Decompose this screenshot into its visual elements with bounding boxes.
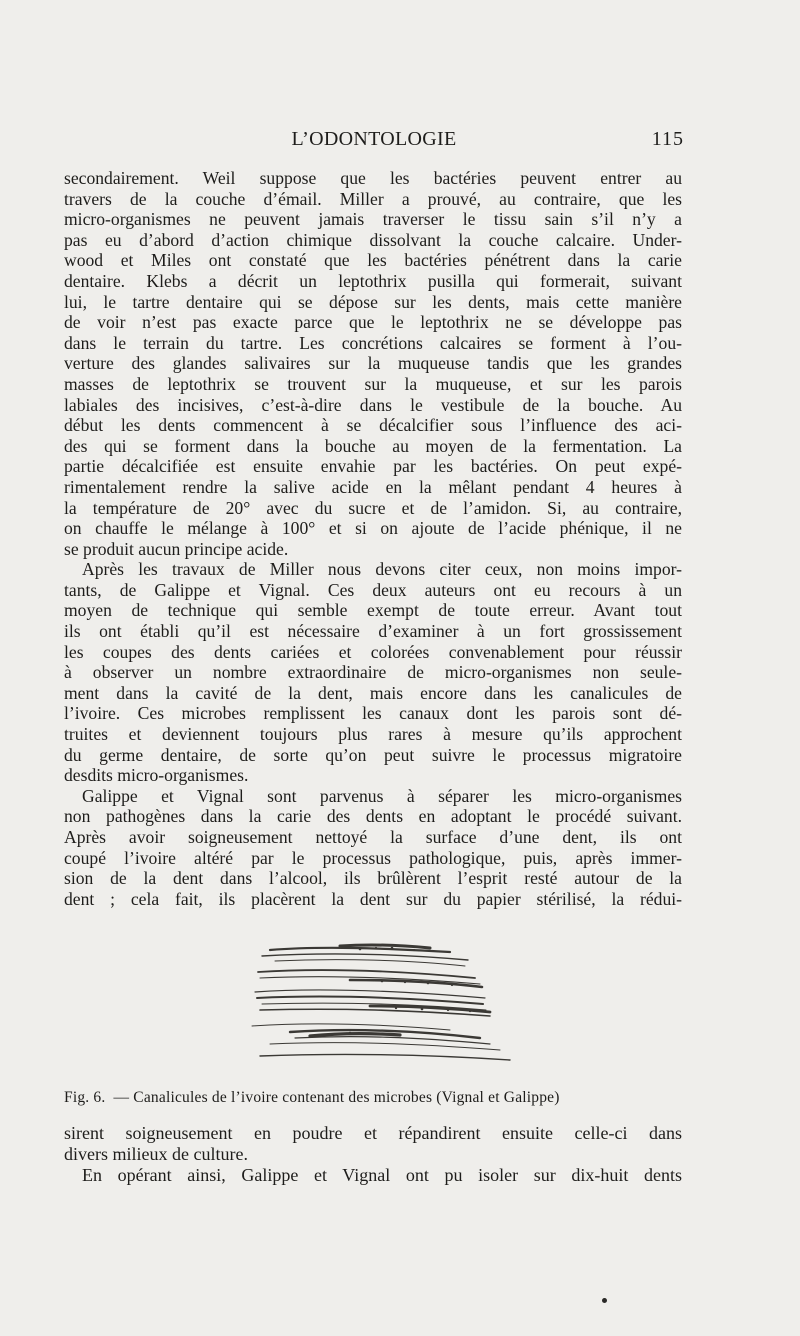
page-number: 115: [651, 128, 684, 150]
text-line: desdits micro-organismes.: [64, 765, 249, 786]
text-line: ment dans la cavité de la dent, mais encore dans les canalicules de: [64, 682, 682, 703]
figure-caption: [64, 1089, 684, 1107]
running-title: L’ODONTOLOGIE: [291, 128, 457, 150]
text-line: pas eu d’abord d’action chimique dissolvant la couche calcaire. Under-: [64, 229, 682, 250]
running-header: [64, 128, 684, 158]
print-dot: [602, 1298, 607, 1303]
text-line: secondairement. Weil suppose que les bactéries peuvent entrer au: [64, 168, 682, 188]
text-line: de voir n’est pas exacte parce que le leptothrix ne se développe pas: [64, 312, 682, 333]
text-line: dent ; cela fait, ils placèrent la dent sur du papier stérilisé, la rédui-: [64, 888, 682, 909]
text-line: dentaire. Klebs a décrit un leptothrix pusilla qui formerait, suivant: [64, 270, 682, 291]
text-line: moyen de technique qui semble exempt de toute erreur. Avant tout: [64, 600, 682, 621]
text-line: sion de la dent dans l’alcool, ils brûlèrent l’esprit resté autour de la: [64, 868, 682, 889]
dentin-canalicules-engraving: [200, 920, 560, 1070]
text-line: se produit aucun principe acide.: [64, 538, 289, 559]
text-line: tants, de Galippe et Vignal. Ces deux auteurs ont eu recours à un: [64, 579, 682, 600]
text-line: ils ont établi qu’il est nécessaire d’examiner à un fort grossissement: [64, 621, 682, 642]
figure-caption-text: — Canalicules de l’ivoire contenant des microbes (Vignal et Galippe): [113, 1089, 560, 1106]
text-line: verture des glandes salivaires sur la muqueuse tandis que les grandes: [64, 353, 682, 374]
body-text-top: [64, 168, 682, 909]
text-line: à observer un nombre extraordinaire de micro-organismes non seule-: [64, 662, 682, 683]
text-line: la température de 20° avec du sucre et de l’amidon. Si, au contraire,: [64, 497, 682, 518]
text-line: Après avoir soigneusement nettoyé la surface d’une dent, ils ont: [64, 827, 682, 847]
figure-canalicules-illustration: [200, 920, 560, 1070]
text-line: début les dents commencent à se décalcifier sous l’influence des aci-: [64, 415, 682, 436]
text-line: coupé l’ivoire altéré par le processus pathologique, puis, après immer-: [64, 847, 682, 868]
text-line: des qui se forment dans la bouche au moyen de la fermentation. La: [64, 435, 682, 456]
text-line: travers de la couche d’émail. Miller a prouvé, au contraire, que les: [64, 188, 682, 209]
text-line: rimentalement rendre la salive acide en la mêlant pendant 4 heures à: [64, 476, 682, 497]
text-line: masses de leptothrix se trouvent sur la muqueuse, et sur les parois: [64, 373, 682, 394]
body-text-bottom: [64, 1123, 682, 1186]
text-line: non pathogènes dans la carie des dents en adoptant le procédé suivant.: [64, 806, 682, 827]
figure-label: Fig. 6.: [64, 1089, 106, 1106]
text-line: on chauffe le mélange à 100° et si on ajoute de l’acide phénique, il ne: [64, 518, 682, 539]
text-line: micro-organismes ne peuvent jamais traverser le tissu sain s’il n’y a: [64, 209, 682, 230]
text-line: divers milieux de culture.: [64, 1144, 248, 1164]
text-line: les coupes des dents cariées et colorées convenablement pour réussir: [64, 641, 682, 662]
text-line: l’ivoire. Ces microbes remplissent les canaux dont les parois sont dé-: [64, 703, 682, 724]
text-line: Après les travaux de Miller nous devons citer ceux, non moins impor-: [82, 559, 682, 580]
text-line: sirent soigneusement en poudre et répandirent ensuite celle-ci dans: [64, 1123, 682, 1143]
text-line: truites et deviennent toujours plus rares à mesure qu’ils approchent: [64, 724, 682, 745]
text-line: Galippe et Vignal sont parvenus à séparer les micro-organismes: [82, 785, 682, 806]
text-line: En opérant ainsi, Galippe et Vignal ont pu isoler sur dix-huit dents: [82, 1165, 682, 1185]
text-line: wood et Miles ont constaté que les bactéries pénétrent dans la carie: [64, 250, 682, 271]
text-line: lui, le tartre dentaire qui se dépose sur les dents, mais cette manière: [64, 291, 682, 312]
text-line: dans le terrain du tartre. Les concrétions calcaires se forment à l’ou-: [64, 332, 682, 353]
text-line: labiales des incisives, c’est-à-dire dans le vestibule de la bouche. Au: [64, 394, 682, 415]
text-line: partie décalcifiée est ensuite envahie par les bactéries. On peut expé-: [64, 456, 682, 477]
text-line: du germe dentaire, de sorte qu’on peut suivre le processus migratoire: [64, 744, 682, 765]
